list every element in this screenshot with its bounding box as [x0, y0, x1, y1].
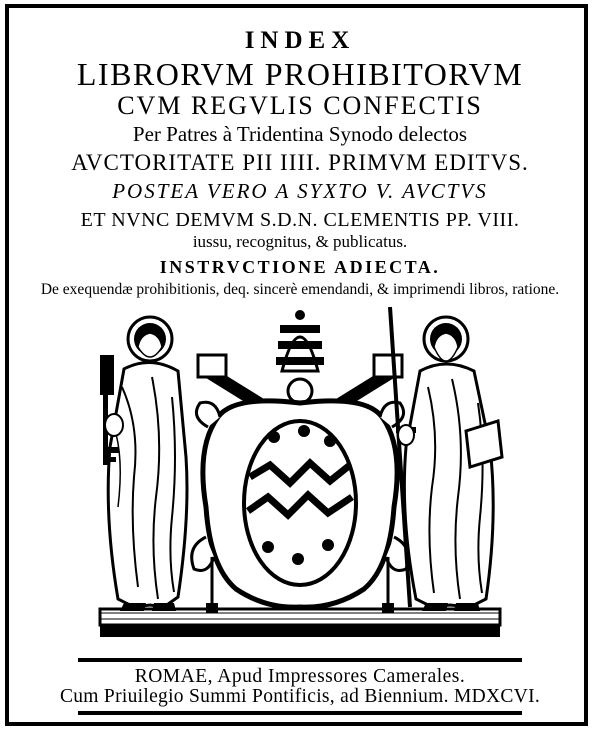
title-published-line: iussu, recognitus, & publicatus. [192, 232, 408, 251]
title-authority-line: AVCTORITATE PII IIII. PRIMVM EDITVS. [71, 150, 529, 175]
imprint-rule-top [78, 658, 522, 662]
title-index: INDEX [244, 27, 356, 54]
pedestal [100, 609, 500, 637]
imprint-rule-bottom [78, 711, 522, 715]
title-clement-line: ET NVNC DEMVM S.D.N. CLEMENTIS PP. VIII. [80, 209, 520, 231]
title-instruction-line: INSTRVCTIONE ADIECTA. [159, 257, 441, 277]
title-sixtus-line: POSTEA VERO A SYXTO V. AVCTVS [112, 179, 488, 203]
title-synod-line: Per Patres à Tridentina Synodo delectos [132, 122, 468, 146]
woodcut-illustration [94, 307, 506, 642]
papal-coat-of-arms [192, 310, 409, 613]
title-main: LIBRORVM PROHIBITORVM [76, 56, 524, 92]
imprint-place: ROMAE, Apud Impressores Camerales. [134, 666, 466, 687]
saint-peter-figure [100, 317, 187, 611]
title-description-line: De exequendæ prohibitionis, deq. sincerè emendandi, & imprimendi libros, ratione. [40, 281, 560, 298]
title-subtitle: CVM REGVLIS CONFECTIS [117, 91, 483, 120]
imprint-privilege: Cum Priuilegio Summi Pontificis, ad Biennium. MDXCVI. [59, 686, 541, 707]
saint-paul-figure [390, 307, 502, 611]
